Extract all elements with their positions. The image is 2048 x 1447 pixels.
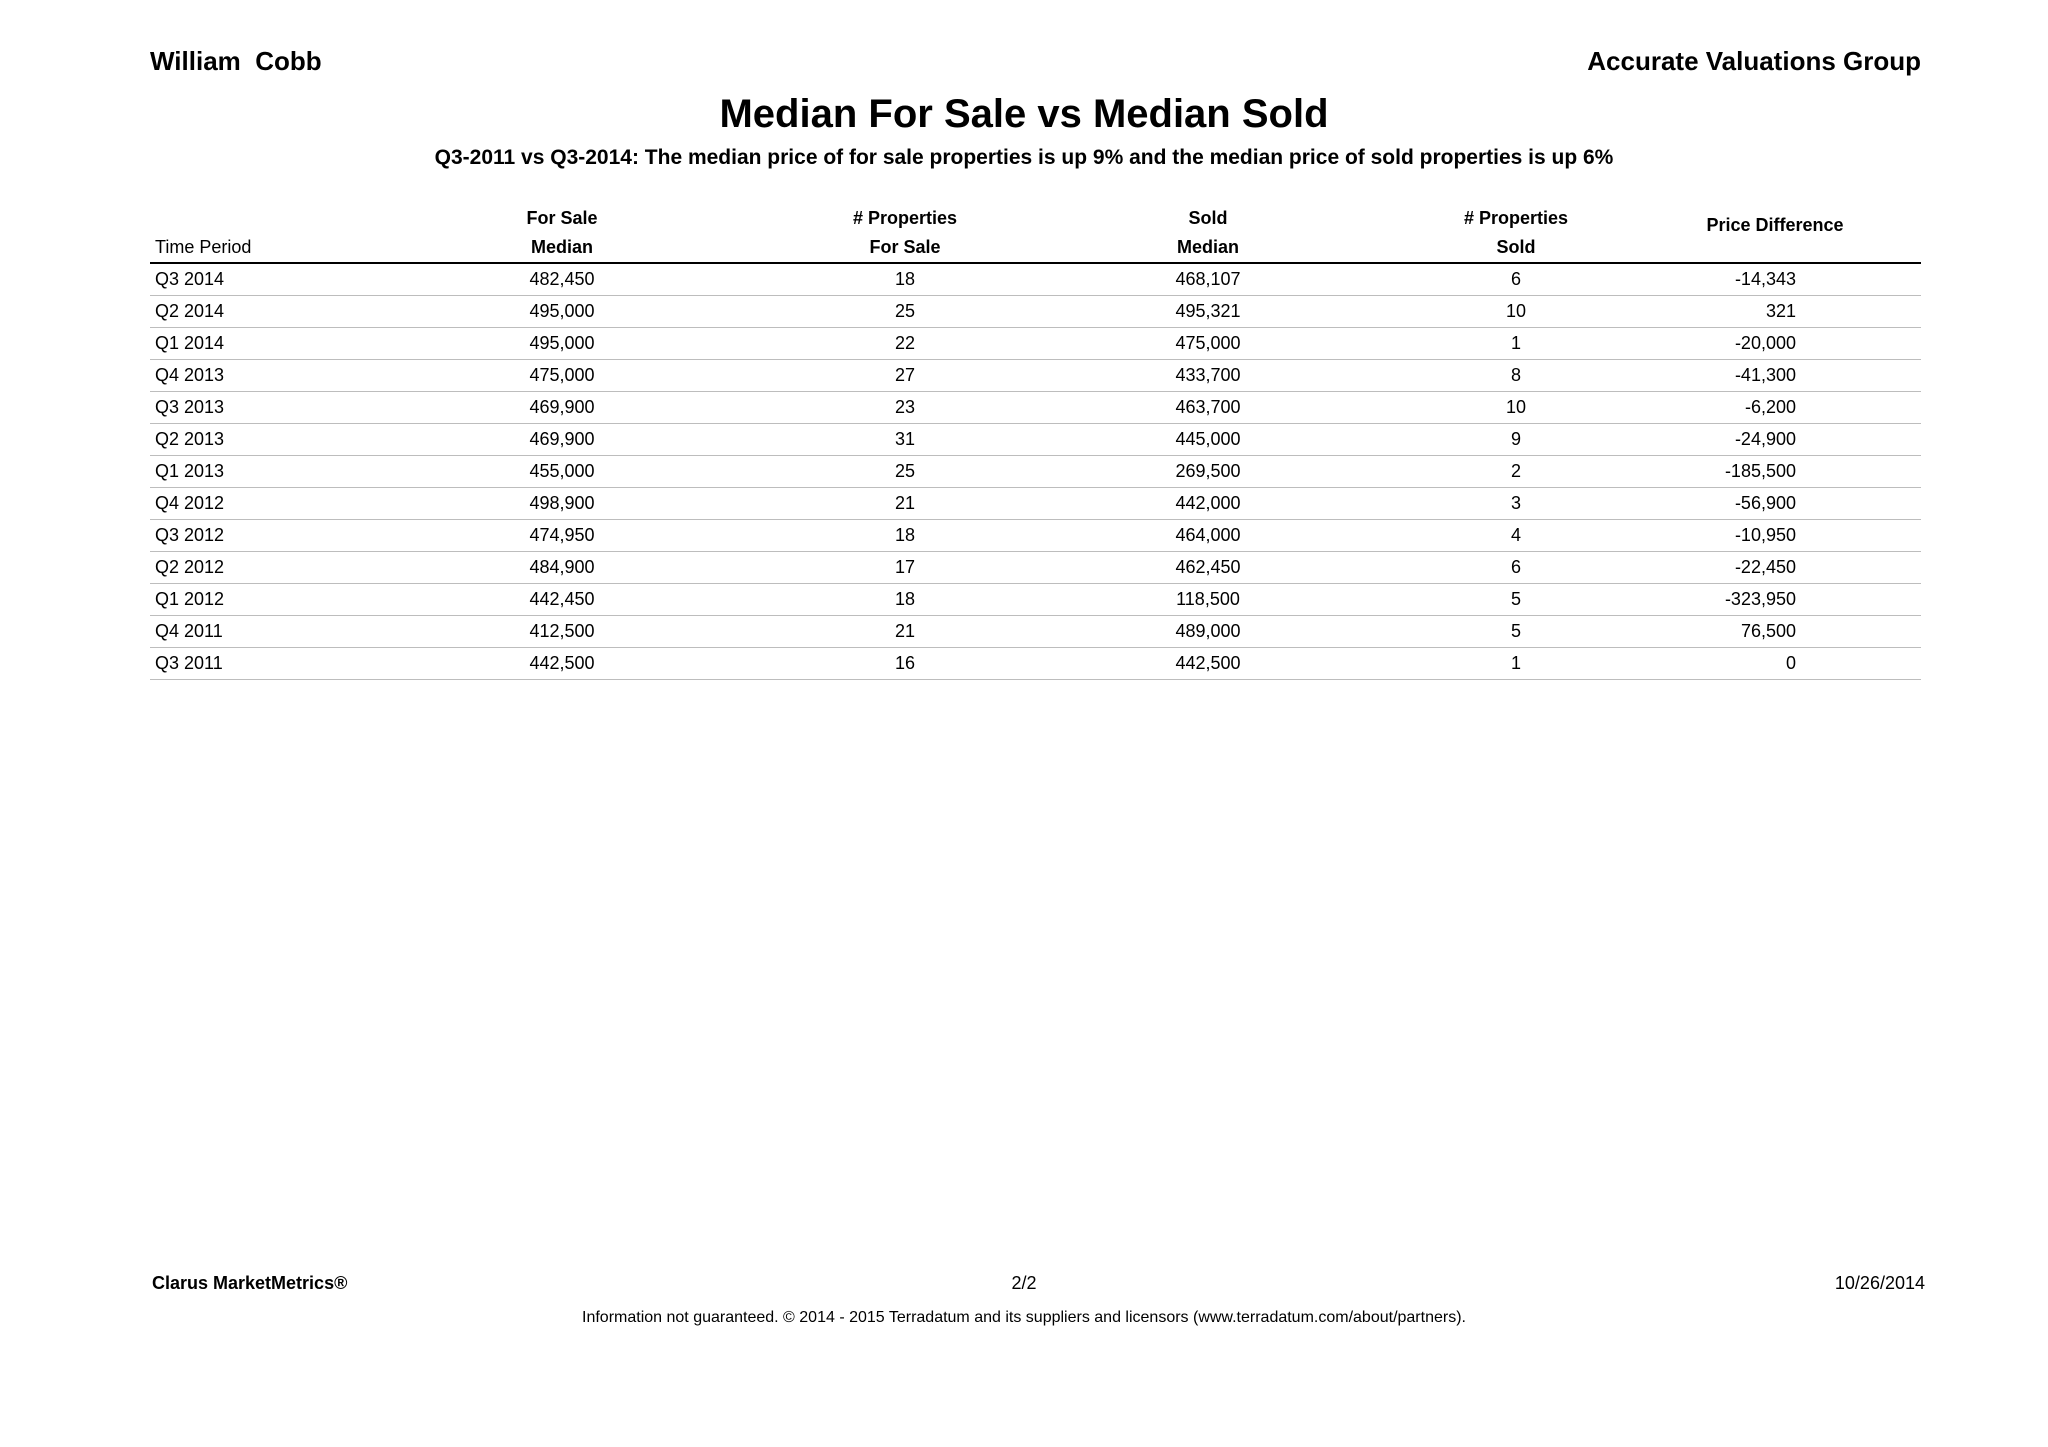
cell-properties-for-sale: 17 — [894, 557, 916, 577]
cell-price-difference: -10,950 — [1734, 525, 1796, 545]
column-header-line: # Properties — [852, 208, 958, 228]
company-name: Accurate Valuations Group — [1587, 46, 1921, 76]
table-row — [150, 424, 1921, 456]
cell-sold-median: 118,500 — [1176, 589, 1240, 609]
table-row — [150, 360, 1921, 392]
cell-properties-for-sale: 31 — [894, 429, 916, 449]
cell-sold-median: 468,107 — [1175, 269, 1241, 289]
cell-for-sale-median: 469,900 — [529, 429, 595, 449]
cell-for-sale-median: 495,000 — [529, 301, 595, 321]
cell-price-difference: -20,000 — [1734, 333, 1796, 353]
report-title: Median For Sale vs Median Sold — [719, 92, 1329, 136]
column-header-time-period: Time Period — [155, 237, 252, 257]
cell-properties-for-sale: 23 — [894, 397, 916, 417]
cell-sold-median: 495,321 — [1175, 301, 1241, 321]
cell-sold-median: 463,700 — [1175, 397, 1241, 417]
cell-time-period: Q3 2011 — [155, 653, 223, 673]
cell-price-difference: -14,343 — [1734, 269, 1796, 289]
table-row — [150, 296, 1921, 328]
cell-properties-sold: 8 — [1510, 365, 1521, 385]
cell-properties-for-sale: 21 — [894, 621, 916, 641]
report-date: 10/26/2014 — [1834, 1273, 1925, 1293]
table-row — [150, 392, 1921, 424]
cell-price-difference: -56,900 — [1734, 493, 1796, 513]
cell-time-period: Q1 2012 — [155, 589, 225, 609]
cell-properties-for-sale: 18 — [894, 589, 916, 609]
cell-sold-median: 269,500 — [1175, 461, 1241, 481]
table-row — [150, 264, 1921, 296]
cell-properties-sold: 1 — [1510, 653, 1521, 673]
cell-sold-median: 445,000 — [1175, 429, 1241, 449]
cell-time-period: Q2 2014 — [155, 301, 225, 321]
cell-properties-sold: 5 — [1510, 589, 1521, 609]
page-number: 2/2 — [1011, 1273, 1037, 1293]
cell-properties-sold: 4 — [1510, 525, 1521, 545]
table-row — [150, 616, 1921, 648]
cell-properties-sold: 10 — [1505, 397, 1527, 417]
cell-price-difference: -185,500 — [1724, 461, 1796, 481]
agent-name: William Cobb — [150, 46, 322, 76]
cell-for-sale-median: 474,950 — [529, 525, 595, 545]
cell-properties-sold: 10 — [1505, 301, 1527, 321]
column-header-line: # Properties — [1463, 208, 1569, 228]
footer-disclaimer: Information not guaranteed. © 2014 - 2015 Terradatum and its suppliers and licensors (www.terradatum.com/about/partners). — [582, 1309, 1466, 1326]
cell-price-difference: 0 — [1785, 653, 1796, 673]
cell-sold-median: 442,000 — [1175, 493, 1241, 513]
table-row — [150, 584, 1921, 616]
cell-price-difference: -41,300 — [1734, 365, 1796, 385]
cell-properties-sold: 9 — [1510, 429, 1521, 449]
cell-price-difference: -6,200 — [1744, 397, 1796, 417]
column-header-properties-for-sale — [805, 204, 1005, 262]
cell-for-sale-median: 484,900 — [529, 557, 595, 577]
cell-time-period: Q3 2012 — [155, 525, 225, 545]
cell-for-sale-median: 442,450 — [529, 589, 595, 609]
footer-brand: Clarus MarketMetrics® — [152, 1273, 348, 1293]
cell-for-sale-median: 482,450 — [529, 269, 595, 289]
column-header-line: Median — [1176, 237, 1239, 257]
cell-sold-median: 475,000 — [1175, 333, 1241, 353]
table-row — [150, 520, 1921, 552]
cell-properties-for-sale: 18 — [894, 525, 916, 545]
cell-sold-median: 433,700 — [1175, 365, 1241, 385]
column-header-for-sale-median — [462, 204, 662, 262]
column-header-line: Sold — [1188, 208, 1228, 228]
cell-time-period: Q2 2012 — [155, 557, 225, 577]
cell-price-difference: -24,900 — [1734, 429, 1796, 449]
column-header-line: For Sale — [869, 237, 941, 257]
cell-properties-for-sale: 27 — [894, 365, 916, 385]
cell-time-period: Q3 2013 — [155, 397, 225, 417]
cell-price-difference: -22,450 — [1734, 557, 1796, 577]
cell-properties-sold: 5 — [1510, 621, 1521, 641]
cell-time-period: Q1 2013 — [155, 461, 225, 481]
cell-properties-for-sale: 25 — [894, 461, 916, 481]
cell-for-sale-median: 469,900 — [529, 397, 595, 417]
cell-for-sale-median: 475,000 — [529, 365, 595, 385]
cell-sold-median: 464,000 — [1175, 525, 1241, 545]
cell-time-period: Q4 2012 — [155, 493, 225, 513]
cell-properties-sold: 2 — [1510, 461, 1521, 481]
cell-properties-for-sale: 16 — [894, 653, 916, 673]
cell-time-period: Q2 2013 — [155, 429, 225, 449]
cell-for-sale-median: 412,500 — [529, 621, 595, 641]
column-header-line: Sold — [1496, 237, 1536, 257]
cell-time-period: Q1 2014 — [155, 333, 225, 353]
cell-for-sale-median: 495,000 — [529, 333, 595, 353]
table-row — [150, 488, 1921, 520]
cell-sold-median: 489,000 — [1175, 621, 1241, 641]
column-header-sold-median — [1108, 204, 1308, 262]
cell-properties-for-sale: 18 — [894, 269, 916, 289]
report-subtitle: Q3-2011 vs Q3-2014: The median price of for sale properties is up 9% and the median price of sold properties is up 6% — [434, 146, 1614, 169]
cell-for-sale-median: 455,000 — [529, 461, 595, 481]
table-row — [150, 328, 1921, 360]
table-row — [150, 552, 1921, 584]
cell-price-difference: 321 — [1765, 301, 1796, 321]
cell-for-sale-median: 498,900 — [529, 493, 595, 513]
column-header-line: Median — [530, 237, 593, 257]
data-table — [150, 204, 1921, 680]
cell-properties-sold: 6 — [1510, 269, 1521, 289]
table-row — [150, 648, 1921, 680]
table-header — [150, 204, 1921, 264]
cell-properties-for-sale: 21 — [894, 493, 916, 513]
cell-properties-for-sale: 25 — [894, 301, 916, 321]
cell-time-period: Q4 2013 — [155, 365, 225, 385]
cell-price-difference: -323,950 — [1724, 589, 1796, 609]
cell-sold-median: 462,450 — [1175, 557, 1241, 577]
table-row — [150, 456, 1921, 488]
cell-time-period: Q3 2014 — [155, 269, 225, 289]
column-header-price-difference: Price Difference — [1706, 215, 1844, 235]
column-header-line: For Sale — [526, 208, 598, 228]
cell-sold-median: 442,500 — [1175, 653, 1241, 673]
cell-price-difference: 76,500 — [1740, 621, 1796, 641]
cell-properties-for-sale: 22 — [894, 333, 916, 353]
column-header-properties-sold — [1416, 204, 1616, 262]
cell-time-period: Q4 2011 — [155, 621, 223, 641]
cell-properties-sold: 3 — [1510, 493, 1521, 513]
cell-for-sale-median: 442,500 — [529, 653, 595, 673]
cell-properties-sold: 1 — [1510, 333, 1521, 353]
cell-properties-sold: 6 — [1510, 557, 1521, 577]
